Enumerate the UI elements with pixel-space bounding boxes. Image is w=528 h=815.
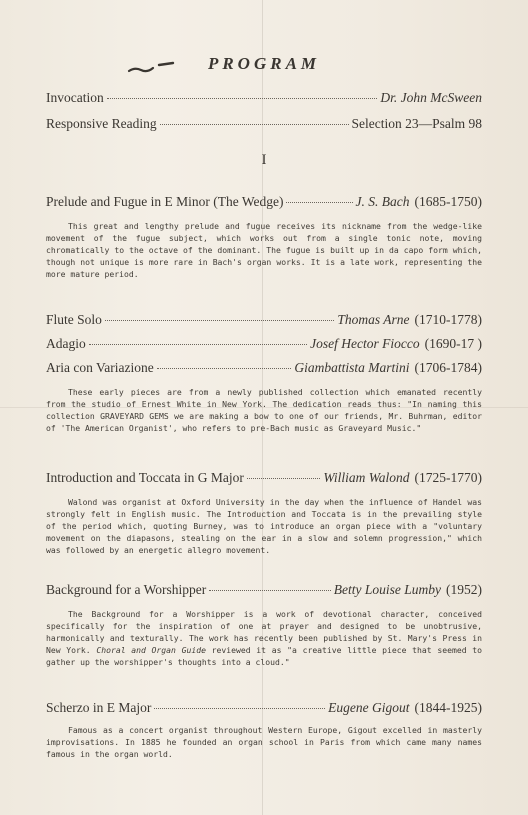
piece-title: Scherzo in E Major — [46, 700, 152, 715]
composer-dates: (1844-1925) — [414, 700, 482, 715]
composer-name: Thomas Arne — [337, 312, 410, 327]
selection-reference: Selection 23—Psalm 98 — [351, 116, 482, 131]
piece-title: Responsive Reading — [46, 116, 157, 131]
background-note — [46, 608, 482, 668]
piece-title: Invocation — [46, 90, 104, 105]
dot-leader — [160, 124, 349, 125]
composer-name: Eugene Gigout — [328, 700, 410, 715]
background-row — [46, 582, 482, 598]
flute-solo-row — [46, 312, 482, 328]
prelude-row — [46, 194, 482, 210]
prelude-note: This great and lengthy prelude and fugue receives its nickname from the wedge-like movement of the fugue subject, which works out from a single tonic note, moving chromatically to the octave of the dominant. The fugue is built up in da capo form which, though not unique is more rare in Bach's organ works. It is a late work, representing the more mature period. — [46, 221, 482, 280]
adagio-row — [46, 336, 482, 352]
aria-row — [46, 360, 482, 376]
dot-leader — [107, 98, 378, 99]
composer-dates: (1710-1778) — [414, 312, 482, 327]
early-pieces-note: These early pieces are from a newly published collection which emanated recently from the studio of Ernest White in New York. The dedication reads thus: "In naming this collection GRAVEYARD GEMS we are making a bow to one of our friends, Mr. Buhrman, editor of 'The American Organist', who refers to pre-Bach music as Graveyard Music." — [46, 387, 482, 434]
note-text: The Background for a Worshipper is a work of devotional character, conceived specifically for the inspiration of one at prayer and designed to be unobtrusive, harmonically and texturally. The work has recently been published by St. Mary's Press in New York. — [46, 609, 482, 656]
responsive-reading-row — [46, 116, 482, 132]
dot-leader — [154, 708, 325, 709]
composer-dates: (1725-1770) — [414, 470, 482, 485]
section-numeral: I — [261, 152, 267, 168]
toccata-note: Walond was organist at Oxford University in the day when the influence of Handel was strongly felt in English music. The Introduction and Toccata is in the prevailing style of the period which, quoting Burney, was to introduce an organ piece with a "voluntary movement on the diapasons, stealing on the ear in a slow and solemn progression," which was followed by an energetic allegro movement. — [46, 497, 482, 556]
dot-leader — [89, 344, 307, 345]
composer-name: William Walond — [323, 470, 410, 485]
toccata-row — [46, 470, 482, 486]
composer-dates: (1706-1784) — [414, 360, 482, 375]
piece-title: Background for a Worshipper — [46, 582, 207, 597]
piece-title: Introduction and Toccata in G Major — [46, 470, 244, 485]
officiant-name: Dr. John McSween — [380, 90, 482, 105]
composer-dates: (1685-1750) — [414, 194, 482, 209]
composer-dates: (1952) — [446, 582, 482, 597]
note-text: reviewed it as "a creative little piece that seemed to gather up the worshipper's thoughts into a cloud." — [46, 645, 483, 668]
piece-title: Flute Solo — [46, 312, 102, 327]
dot-leader — [105, 320, 334, 321]
piece-title: Aria con Variazione — [46, 360, 154, 375]
composer-name: J. S. Bach — [355, 194, 410, 209]
publication-title: Choral and Organ Guide — [96, 645, 206, 656]
composer-name: Josef Hector Fiocco — [310, 336, 420, 351]
dot-leader — [247, 478, 320, 479]
dot-leader — [157, 368, 292, 369]
dot-leader — [209, 590, 331, 591]
composer-name: Betty Louise Lumby — [333, 582, 441, 597]
composer-name: Giambattista Martini — [294, 360, 410, 375]
piece-title: Prelude and Fugue in E Minor (The Wedge) — [46, 194, 284, 209]
dot-leader — [286, 202, 352, 203]
composer-dates: (1690-17 ) — [424, 336, 482, 351]
scherzo-note: Famous as a concert organist throughout Western Europe, Gigout excelled in masterly improvisations. In 1885 he founded an organ school in Paris from which came many names famous in the organ world. — [46, 725, 482, 760]
piece-title: Adagio — [46, 336, 86, 351]
program-title: PROGRAM — [207, 54, 321, 73]
invocation-row — [46, 90, 482, 106]
scherzo-row — [46, 700, 482, 716]
